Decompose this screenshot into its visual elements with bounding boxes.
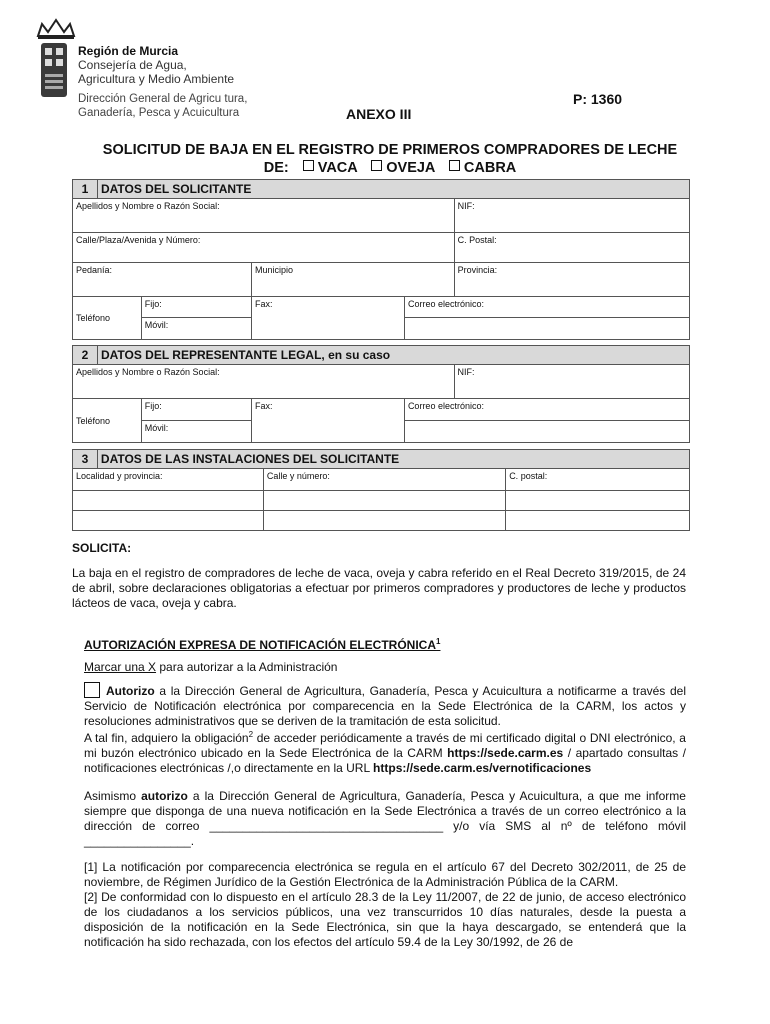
- procedure-number: P: 1360: [573, 91, 623, 107]
- section1-title: DATOS DEL SOLICITANTE: [97, 180, 689, 199]
- authorization-p3-b: a la Dirección General de Agricultura, Ganadería, Pesca y Acuicultura, a que me informe siempre que disponga de una nueva notificación en la Sede Electrónica a través de un correo electrónico a la dirección de correo ___________________________________ y/o vía SMS al nº de teléfono móvil ________________.: [84, 789, 686, 848]
- footnote-1: [1] La notificación por comparecencia electrónica se regula en el artículo 67 del Decreto 302/2011, de 25 de noviembre, de Régimen Jurídico de la Gestión Electrónica de la Administración Pública de la CARM.: [84, 860, 686, 889]
- applicant-municipio-field[interactable]: Municipio: [252, 263, 455, 297]
- section3-number: 3: [73, 450, 98, 469]
- applicant-fax-field[interactable]: Fax:: [252, 297, 405, 340]
- authorization-p3-a: Asimismo: [84, 789, 137, 803]
- applicant-street-field[interactable]: Calle/Plaza/Avenida y Número:: [73, 233, 455, 263]
- representative-fax-field[interactable]: Fax:: [252, 399, 405, 443]
- vaca-label: VACA: [317, 160, 358, 176]
- representative-nif-field[interactable]: NIF:: [454, 365, 689, 399]
- crown-icon: [34, 18, 78, 40]
- section1-table: [72, 179, 690, 340]
- authorize-bold: Autorizo: [106, 684, 155, 698]
- mark-instruction-underlined: Marcar una X: [84, 660, 157, 674]
- notifications-url-link[interactable]: https://sede.carm.es/vernotificaciones: [373, 761, 592, 775]
- representative-email-value[interactable]: [404, 421, 689, 443]
- cabra-checkbox[interactable]: [449, 160, 460, 171]
- section3-table: [72, 449, 690, 531]
- org-name-line3: Agricultura y Medio Ambiente: [78, 72, 235, 86]
- cabra-label: CABRA: [463, 160, 517, 176]
- section2-number: 2: [73, 346, 98, 365]
- authorization-p2-a: A tal fin, adquiero la obligación: [84, 731, 249, 745]
- applicant-postal-field[interactable]: C. Postal:: [454, 233, 689, 263]
- org-name-line1: Región de Murcia: [78, 44, 179, 58]
- authorization-title-text: AUTORIZACIÓN EXPRESA DE NOTIFICACIÓN ELECTRÓNICA: [84, 638, 437, 652]
- section1-number: 1: [73, 180, 98, 199]
- representative-fijo-field[interactable]: Fijo:: [141, 399, 251, 421]
- footnote-2: [2] De conformidad con lo dispuesto en el artículo 28.3 de la Ley 11/2007, de 22 de junio, de acceso electrónico de los ciudadanos a los servicios públicos, una vez transcurridos 10 días naturales, desde la puesta a disposición de la notificación en la Sede Electrónica, sin que la haya descargado, se entenderá que la notificación ha sido rechazada, con los efectos del artículo 59.4 de la Ley 30/1992, de 26 de: [84, 890, 686, 949]
- annex-label: ANEXO III: [346, 106, 412, 122]
- region-logo: [30, 18, 270, 118]
- installation-locality-header: Localidad y provincia:: [73, 469, 264, 491]
- coat-of-arms-icon: [40, 42, 68, 98]
- form-title-line1: SOLICITUD DE BAJA EN EL REGISTRO DE PRIMEROS COMPRADORES DE LECHE: [102, 142, 678, 158]
- mark-instruction-rest: para autorizar a la Administración: [159, 660, 338, 674]
- section2-title: DATOS DEL REPRESENTANTE LEGAL, en su caso: [97, 346, 689, 365]
- section3-title: DATOS DE LAS INSTALACIONES DEL SOLICITANTE: [97, 450, 689, 469]
- installation-locality-field[interactable]: [73, 491, 264, 511]
- applicant-movil-field[interactable]: Móvil:: [141, 318, 251, 340]
- installation-postal-header: C. postal:: [506, 469, 690, 491]
- applicant-fijo-field[interactable]: Fijo:: [141, 297, 251, 318]
- authorization-paragraph-3: [84, 789, 686, 849]
- authorization-paragraph-1: [84, 682, 686, 729]
- installation-street-field[interactable]: [263, 511, 505, 531]
- authorize-checkbox[interactable]: [84, 682, 100, 698]
- representative-name-field[interactable]: Apellidos y Nombre o Razón Social:: [73, 365, 455, 399]
- form-title-line2: [60, 159, 720, 177]
- footnote-ref-2: 2: [248, 730, 254, 739]
- installation-postal-field[interactable]: [506, 491, 690, 511]
- applicant-name-field[interactable]: Apellidos y Nombre o Razón Social:: [73, 199, 455, 233]
- vaca-checkbox[interactable]: [303, 160, 314, 171]
- org-name: [78, 44, 234, 86]
- department-line2: Ganadería, Pesca y Acuicultura: [78, 107, 240, 119]
- applicant-email-field[interactable]: Correo electrónico:: [404, 297, 689, 318]
- solicita-text: La baja en el registro de compradores de leche de vaca, oveja y cabra referido en el Real Decreto 319/2015, de 24 de abril, sobre declaraciones obligatorias a efectuar por primeros compradores y productores de leche y productos lácteos de vaca, oveja y cabra.: [72, 566, 686, 610]
- org-name-line2: Consejería de Agua,: [78, 58, 187, 72]
- authorization-p2-b: de acceder periódicamente a través de mi certificado digital o DNI electrónico, a mi buzón electrónico ubicado en la Sede Electrónica de la CARM: [84, 731, 686, 760]
- installation-street-field[interactable]: [263, 491, 505, 511]
- sede-url-link[interactable]: https://sede.carm.es: [447, 746, 564, 760]
- authorization-paragraph-2: [84, 727, 686, 776]
- department-name: [78, 92, 247, 120]
- department-line1: Dirección General de Agricu tura,: [78, 93, 248, 105]
- installation-postal-field[interactable]: [506, 511, 690, 531]
- form-title: [60, 141, 720, 177]
- authorization-title: [84, 637, 440, 652]
- title-prefix: DE:: [263, 160, 289, 176]
- oveja-label: OVEJA: [386, 160, 435, 176]
- applicant-pedania-field[interactable]: Pedanía:: [73, 263, 252, 297]
- representative-phone-label: Teléfono: [73, 399, 142, 443]
- authorization-p2-c: / apartado consultas / notificaciones electrónicas /,o directamente en la URL: [84, 746, 686, 775]
- representative-movil-field[interactable]: Móvil:: [141, 421, 251, 443]
- installation-locality-field[interactable]: [73, 511, 264, 531]
- section2-table: [72, 345, 690, 443]
- mark-instruction: [84, 660, 337, 674]
- applicant-email-value[interactable]: [404, 318, 689, 340]
- authorize-bold-2: autorizo: [141, 789, 188, 803]
- representative-email-field[interactable]: Correo electrónico:: [404, 399, 689, 421]
- applicant-provincia-field[interactable]: Provincia:: [454, 263, 689, 297]
- authorization-p1-text: a la Dirección General de Agricultura, Ganadería, Pesca y Acuicultura a notificarme a través del Servicio de Notificación electrónica por comparecencia en la Sede Electrónica de la CARM, los actos y resoluciones administrativos que se deriven de la tramitación de esta solicitud.: [84, 684, 686, 728]
- installation-street-header: Calle y número:: [263, 469, 505, 491]
- solicita-heading: SOLICITA:: [72, 541, 132, 555]
- applicant-nif-field[interactable]: NIF:: [454, 199, 689, 233]
- applicant-phone-label: Teléfono: [73, 297, 142, 340]
- footnote-ref-1: 1: [436, 637, 441, 646]
- oveja-checkbox[interactable]: [371, 160, 382, 171]
